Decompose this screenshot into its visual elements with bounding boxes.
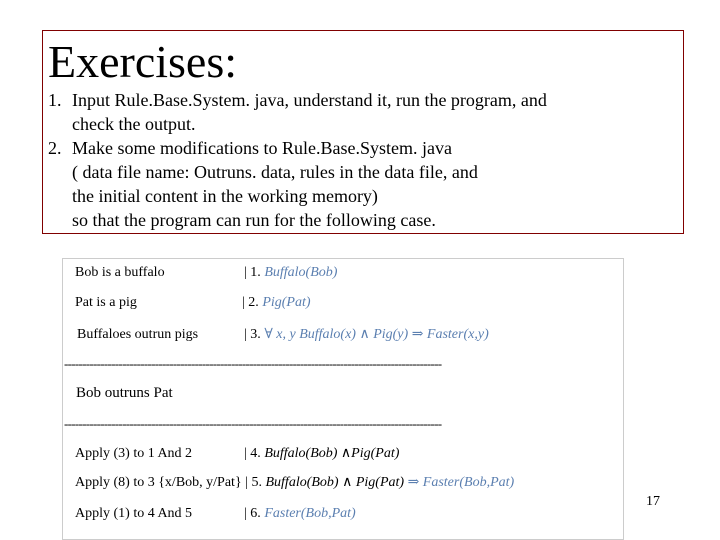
fact-2-text: Pat is a pig [75, 295, 137, 310]
goal-text: Bob outruns Pat [76, 385, 173, 401]
fact-3-sep: | 3. [244, 327, 261, 342]
step-5-text [75, 474, 514, 492]
fact-1-formula [244, 264, 337, 282]
step-4-logic [264, 446, 399, 461]
item-line: the initial content in the working memory) [72, 186, 378, 206]
slide-title: Exercises: [48, 36, 238, 87]
fact-3-part: Pig(y) [369, 327, 412, 342]
step-5-label: Apply (8) to 3 {x/Bob, y/Pat} [75, 475, 242, 490]
implies-symbol: ⇒ [407, 475, 420, 490]
step-4-formula [244, 445, 399, 463]
and-symbol: ∧ [359, 327, 370, 342]
fact-3-formula [244, 326, 489, 344]
item-line: check the output. [72, 114, 196, 134]
implies-symbol: ⇒ [411, 327, 424, 342]
item-line: Input Rule.Base.System. java, understand it, run the program, and [72, 90, 547, 110]
and-symbol: ∧ [342, 475, 353, 490]
step-6-text: Apply (1) to 4 And 5 [75, 506, 193, 521]
step-5-logic [265, 475, 514, 490]
exercise-list [48, 88, 547, 232]
item-line: so that the program can run for the following case. [72, 210, 436, 230]
forall-symbol: ∀ [264, 327, 273, 342]
item-number: 2. [48, 138, 62, 158]
fact-1-text: Bob is a buffalo [75, 265, 165, 280]
divider-top: -------------------------------------------------------------------------------------------------------- [64, 356, 442, 371]
item-number: 1. [48, 90, 62, 110]
step-5-part: Pig(Pat) [352, 475, 408, 490]
step-6-sep: | 6. [244, 506, 261, 521]
step-5-part: Buffalo(Bob) [265, 475, 343, 490]
fact-1-sep: | 1. [244, 265, 261, 280]
fact-2-sep: | 2. [242, 295, 259, 310]
fact-2-logic: Pig(Pat) [262, 295, 311, 310]
exercise-item-1 [48, 88, 547, 136]
and-symbol: ∧ [340, 446, 352, 461]
step-6-logic: Faster(Bob,Pat) [264, 506, 356, 521]
item-line: Make some modifications to Rule.Base.System. java [72, 138, 452, 158]
step-4-part: Pig(Pat) [351, 446, 400, 461]
fact-3-part: x, y Buffalo(x) [272, 327, 360, 342]
step-4-part: Buffalo(Bob) [264, 446, 341, 461]
step-6-formula [244, 505, 356, 523]
fact-3-text: Buffaloes outrun pigs [77, 327, 199, 342]
fact-2-formula [242, 294, 311, 312]
exercise-item-2 [48, 136, 547, 232]
fact-1-logic: Buffalo(Bob) [264, 265, 338, 280]
divider-bottom: -------------------------------------------------------------------------------------------------------- [64, 416, 442, 431]
item-line: ( data file name: Outruns. data, rules in the data file, and [72, 162, 478, 182]
step-4-sep: | 4. [244, 446, 261, 461]
fact-3-part: Faster(x,y) [423, 327, 489, 342]
fact-3-logic [264, 327, 488, 342]
step-5-sep: | 5. [245, 475, 262, 490]
step-5-part: Faster(Bob,Pat) [419, 475, 515, 490]
step-4-text: Apply (3) to 1 And 2 [75, 446, 193, 461]
page-number: 17 [646, 494, 660, 509]
